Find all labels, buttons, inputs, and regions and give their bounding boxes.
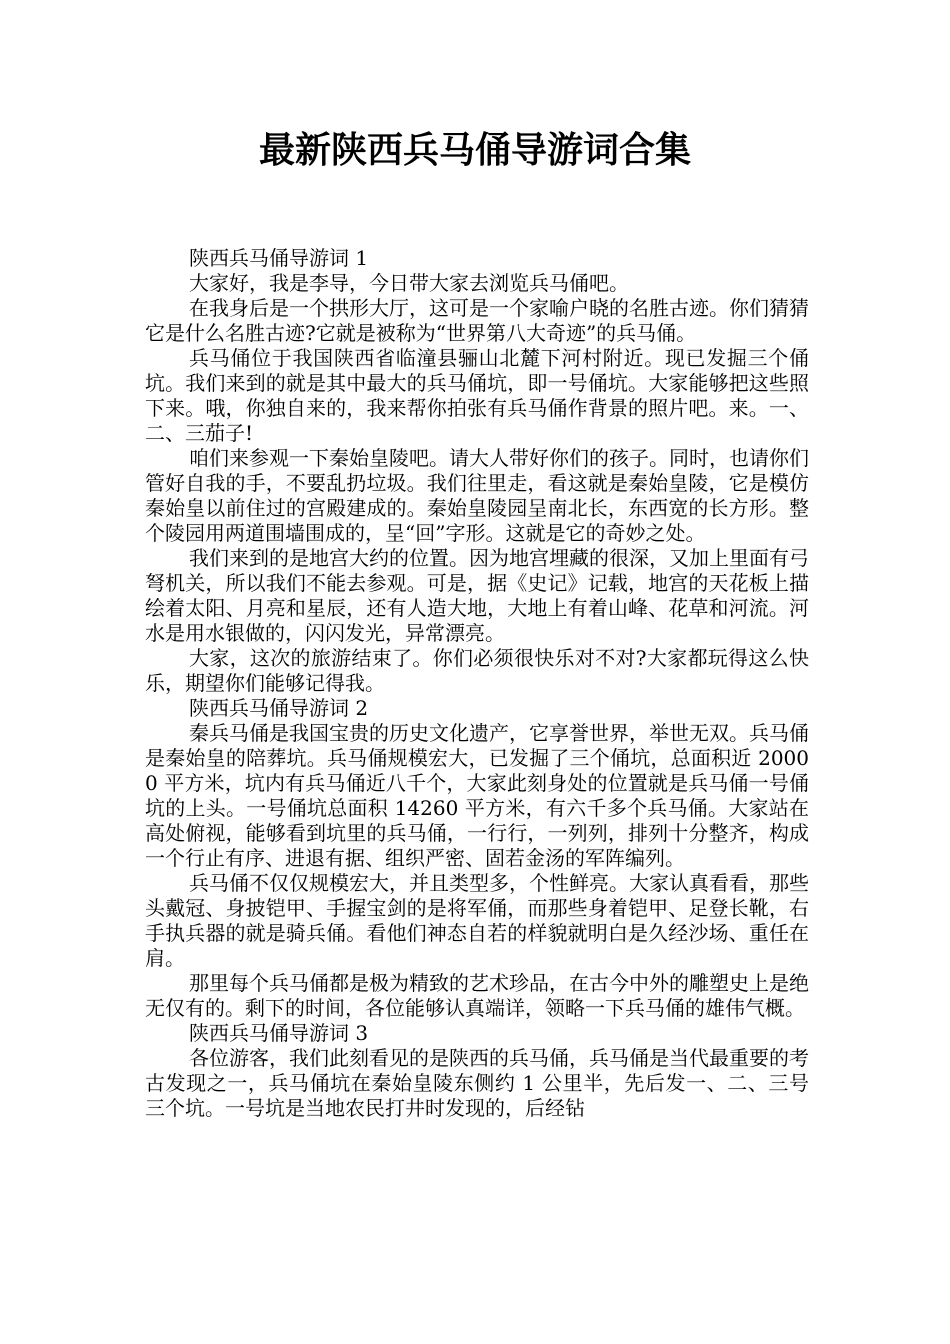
section-heading: 陕西兵马俑导游词 2 (189, 696, 369, 720)
paragraph: 我们来到的是地宫大约的位置。因为地宫埋藏的很深，又加上里面有弓弩机关，所以我们不能去参观。可是，据《史记》记载，地宫的天花板上描绘着太阳、月亮和星辰，还有人造大地，大地上有着山峰、花草和河流。河水是用水银做的，闪闪发光，异常漂亮。 (145, 546, 809, 645)
paragraph: 大家好，我是李导，今日带大家去浏览兵马俑吧。 (189, 271, 629, 295)
section-heading: 陕西兵马俑导游词 1 (189, 246, 369, 270)
document-body (145, 246, 809, 1121)
paragraph: 各位游客，我们此刻看见的是陕西的兵马俑，兵马俑是当代最重要的考古发现之一，兵马俑坑在秦始皇陵东侧约 1 公里半，先后发一、二、三号三个坑。一号坑是当地农民打井时发现的，后经钻 (145, 1046, 809, 1120)
document-title: 最新陕西兵马俑导游词合集 (258, 130, 691, 171)
paragraph: 咱们来参观一下秦始皇陵吧。请大人带好你们的孩子。同时，也请你们管好自我的手，不要乱扔垃圾。我们往里走，看这就是秦始皇陵，它是模仿秦始皇以前住过的宫殿建成的。秦始皇陵园呈南北长，东西宽的长方形。整个陵园用两道围墙围成的，呈“回”字形。这就是它的奇妙之处。 (145, 446, 809, 545)
paragraph: 大家，这次的旅游结束了。你们必须很快乐对不对?大家都玩得这么快乐，期望你们能够记得我。 (145, 646, 809, 695)
paragraph: 秦兵马俑是我国宝贵的历史文化遗产，它享誉世界，举世无双。兵马俑是秦始皇的陪葬坑。兵马俑规模宏大，已发掘了三个俑坑，总面积近 20000 平方米，坑内有兵马俑近八千个，大家此刻身处的位置就是兵马俑一号俑坑的上头。一号俑坑总面积 14260 平方米，有六千多个兵马俑。大家站在高处俯视，能够看到坑里的兵马俑，一行行，一列列，排列十分整齐，构成一个行止有序、进退有据、组织严密、固若金汤的军阵编列。 (145, 721, 809, 870)
paragraph: 在我身后是一个拱形大厅，这可是一个家喻户晓的名胜古迹。你们猜猜它是什么名胜古迹?它就是被称为“世界第八大奇迹”的兵马俑。 (145, 296, 809, 345)
paragraph: 兵马俑位于我国陕西省临潼县骊山北麓下河村附近。现已发掘三个俑坑。我们来到的就是其中最大的兵马俑坑，即一号俑坑。大家能够把这些照下来。哦，你独自来的，我来帮你拍张有兵马俑作背景的照片吧。来。一、二、三茄子! (145, 346, 809, 445)
paragraph: 兵马俑不仅仅规模宏大，并且类型多，个性鲜亮。大家认真看看，那些头戴冠、身披铠甲、手握宝剑的是将军俑，而那些身着铠甲、足登长靴，右手执兵器的就是骑兵俑。看他们神态自若的样貌就明白是久经沙场、重任在肩。 (145, 871, 809, 970)
paragraph: 那里每个兵马俑都是极为精致的艺术珍品，在古今中外的雕塑史上是绝无仅有的。剩下的时间，各位能够认真端详，领略一下兵马俑的雄伟气概。 (145, 971, 809, 1020)
section-heading: 陕西兵马俑导游词 3 (189, 1021, 369, 1045)
